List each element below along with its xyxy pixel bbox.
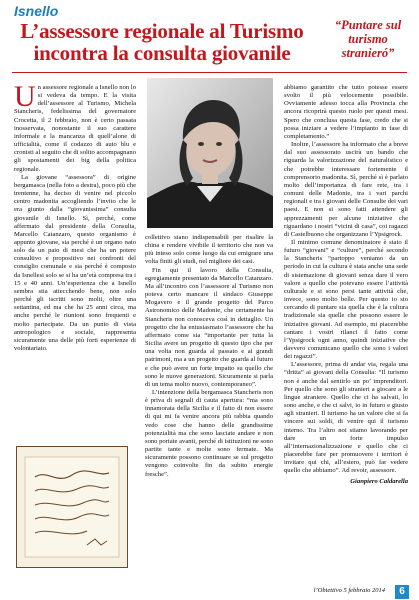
pull-quote: “Puntare sul turismo stranieró” [334, 18, 402, 60]
paragraph: L’assessore, prima di andar via, regala una “dritta” ai giovani della Consulta: “Il turismo non è anche dal sentirlo un po’ imprenditori. Per quello che sono gli stranieri a giocare a le lingue straniere. Quello che ci ha salvati, lo sono anche, e che ci salvi, io in futuro e giusto agli stranieri. Il turismo ha un valore che si fa vincere sui soldi, di venire qui il turismo interno. Tra l’altro noi stiamo lavorando per dare un forte impulso all’internazionalizzazione e quello che ci piacerebbe fare per promuovere i territori è invitare qui chi, all’estero, può far vedere quello che abbiamo”. Ad revoir, assessore. [284, 361, 408, 475]
author-signature: Gianpiero Caldarella [350, 477, 408, 485]
letter-illustration [16, 446, 128, 568]
drop-cap: U [14, 80, 36, 113]
paragraph: La giovane “assessora” di origine bergamasca (nella foto a destra), poco più che trentenne, ha deciso di venire nel piccolo centro madonita accogliendo l’invito che le era giunto dalla “giovanissima” consulta giovanile di Isnello. Sì, perché, come affermato dal presidente della Consulta, Marcello Catanzaro, questo organismo è appunto giovane, sia perché è un organo nato solo da un paio di mesi che ha un potere consultivo e propositivo nei confronti del consiglio comunale e sia perché è composto da Isnellesi solo se si ha un’età compresa tra i 15 e 40 anni. Un’esperienza che a Isnello sembra stia attecchendo bene, non solo perché gli iscritti sono molti, oltre una settantina, ed ma che ha 25 anni circa, ma anche perché le riunioni sono frequenti e molto partecipate. Da un punto di vista antropologico e sociale, rappresenta sicuramente una delle più forti esperienze di volontariato. [14, 173, 136, 352]
portrait-image [147, 78, 273, 228]
paragraph: Inoltre, l’assessore ha informato che a breve dal suo assessorato uscirà un bando che riguarda la valorizzazione del naturalistico e che potrebbe interessare fortemente il comprensorio madonita. Sì, perché sì è parlato molto dell’importanza di fare rete, tra i comuni delle Madonie, tra i vari parchi regionali e tra i giovani delle Consulte dei vari paesi. E non si sono fatti attendere gli apprezzamenti per alcune iniziative che riguardano i nostri “vicini di casa”, coi ragazzi di Castelbuono che organizzano l’Ypsigrock. [284, 141, 408, 238]
paragraph: abbiamo garantito che tutto potesse essere svolto il più velocemente possibile. Ovviamente adesso tocca alla Provincia che ancora ricoprirà questo ruolo per questi mesi. Spero che conclusa questa fase, credo che si possa iniziare a vedere l’impianto in fase di completamento.” [284, 84, 408, 140]
paragraph-text: n assessore regionale a Isnello non lo si vedeva da tempo. E la visita dell’assessore al Turismo, Michela Stancheris, fedelissima del governatore Crocetta, il 2 febbraio, non è certo passata inosservata, nonostante il suo carattere informale e la mancanza di quell’alone di ufficialità, come il codazzo di auto blu e cronisti al seguito che di solito accompagnano gli spostamenti dei big della politica regionale. [14, 84, 136, 173]
handwritten-letter-image [17, 447, 127, 567]
header-rule [12, 72, 407, 73]
paragraph [14, 80, 136, 174]
article-column-2 [145, 234, 273, 479]
page-number: 6 [395, 585, 409, 599]
paragraph: collettivo siano indispensabili per risalire la china e rendere vivibile il territorio che non va più inteso solo come luogo da cui emigrare una volta finiti gli studi, nel migliore dei casi. [145, 234, 273, 266]
headline: L’assessore regionale al Turismo incontra la consulta giovanile [20, 19, 304, 65]
paragraph: L’intenzione della bergamasca Stancheris non è priva di segnali di cauta apertura: “ma sono innamorata della Sicilia e il fatto di non essere di qui mi fa venire ancora più rabbia quando vedo cose che hanno delle grandissime potenzialità ma che sono lasciate andare e non sono portate avanti, perché di istituzioni ne sono partite tante e molte sono fermate. Ma sicuramente possono continuare se sul progetto vengono coinvolte fin da subito energie fresche”. [145, 388, 273, 478]
page-footer [14, 585, 409, 599]
assessore-photo [147, 78, 273, 228]
magazine-issue: l’Obiettivo 5 febbraio 2014 [313, 587, 385, 594]
paragraph: Fin qui il lavoro della Consulta, egregiamente presentato da Marcello Catanzaro. Ma all’incontro con l’assessore al Turismo non poteva certo mancare il sindaco Giuseppe Mogavero e il grande progetto del Parco Astronomico delle Madonie, che certamente ha Stancheris non conosceva così in dettaglio. Un progetto che ha entusiasmato l’assessore che ha affermato come sia “importante per tutta la Sicilia avere un progetto di questo tipo che per una volta non guarda al passato e ai grandi patrimoni, ma a un progetto che guarda al futuro e che può avere un forte impatto su quello che sono le nuove generazioni. Sicuramente si parla di un tema molto nuovo, contemporaneo”. [145, 266, 273, 388]
paragraph: Il minimo comune denominatore è stato il futuro “giovani” e “culture”, perché secondo la Stancheris “partoppo veniamo da un periodo in cui la cultura è stata anche una sede di sistemazione di giovani senza dare il vero valore a quello che potevano essere l’attività culturale e si sono persi tante attività che, invece, sono molto belle. Per questo io sto cercando di puntare sia quella che è la cultura tradizionale sia quelle che possono essere le iniziative giovani. Ad esempio, mi piacerebbe cantare i vostri rilanci il fatto come l’Ypsigrock ogni anno, quindi iniziative che davvero comunicano quello che sono i valori dei ragazzi”. [284, 238, 408, 361]
article-column-3 [284, 84, 408, 486]
section-kicker: Isnello [14, 3, 59, 19]
article-column-1 [14, 80, 136, 353]
